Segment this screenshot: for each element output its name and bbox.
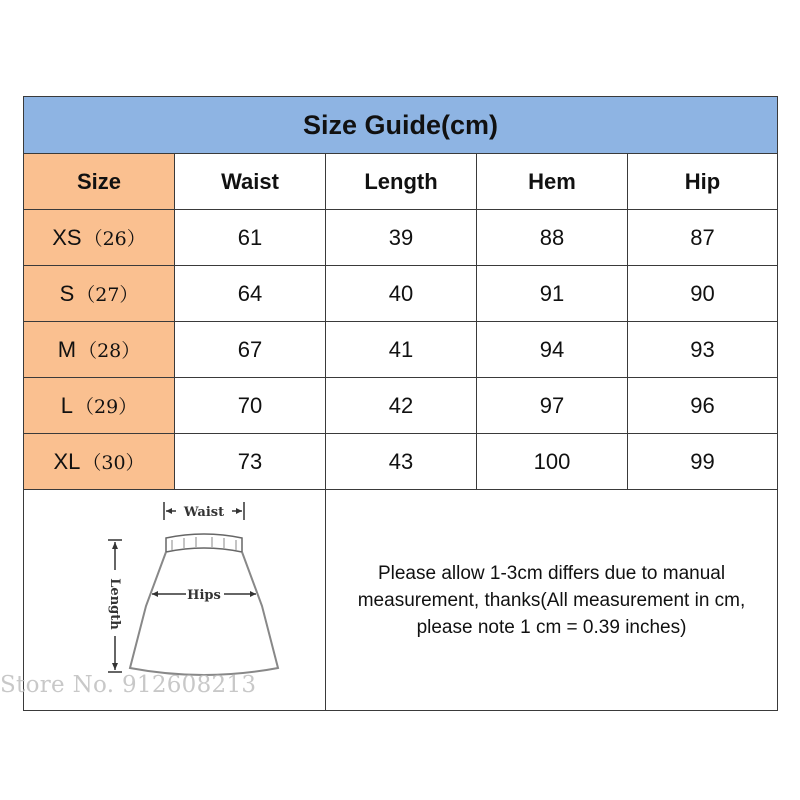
table-title: Size Guide(cm) xyxy=(24,97,778,154)
size-letter: M xyxy=(57,337,77,362)
hem-cell: 91 xyxy=(477,266,628,322)
table-row xyxy=(24,378,778,434)
table-row xyxy=(24,322,778,378)
hip-cell: 87 xyxy=(628,210,778,266)
size-letter: S xyxy=(59,281,75,306)
hip-cell: 93 xyxy=(628,322,778,378)
store-watermark: Store No. 912608213 xyxy=(0,672,257,698)
hip-cell: 96 xyxy=(628,378,778,434)
size-cell xyxy=(24,434,175,490)
waist-cell: 67 xyxy=(175,322,326,378)
hem-cell: 100 xyxy=(477,434,628,490)
length-cell: 39 xyxy=(326,210,477,266)
table-row xyxy=(24,434,778,490)
size-number: （27） xyxy=(76,284,139,306)
size-letter: XS xyxy=(52,225,82,250)
size-guide-table xyxy=(23,96,778,711)
waist-label: Waist xyxy=(183,505,225,520)
hip-cell: 99 xyxy=(628,434,778,490)
waist-cell: 70 xyxy=(175,378,326,434)
waist-cell: 61 xyxy=(175,210,326,266)
size-letter: L xyxy=(60,393,74,418)
size-number: （29） xyxy=(75,396,138,418)
header-length: Length xyxy=(326,154,477,210)
measurement-note: Please allow 1-3cm differs due to manual measurement, thanks(All measurement in cm, please note 1 cm = 0.39 inches) xyxy=(357,562,746,638)
size-letter: XL xyxy=(53,449,81,474)
header-hem: Hem xyxy=(477,154,628,210)
size-cell xyxy=(24,322,175,378)
size-number: （28） xyxy=(78,340,141,362)
size-number: （26） xyxy=(83,228,146,250)
header-size: Size xyxy=(24,154,175,210)
table-row xyxy=(24,210,778,266)
hem-cell: 88 xyxy=(477,210,628,266)
size-cell xyxy=(24,266,175,322)
table-row xyxy=(24,266,778,322)
length-cell: 42 xyxy=(326,378,477,434)
length-cell: 40 xyxy=(326,266,477,322)
waist-cell: 73 xyxy=(175,434,326,490)
header-hip: Hip xyxy=(628,154,778,210)
header-waist: Waist xyxy=(175,154,326,210)
length-cell: 43 xyxy=(326,434,477,490)
hem-cell: 97 xyxy=(477,378,628,434)
size-cell xyxy=(24,378,175,434)
size-cell xyxy=(24,210,175,266)
title-row xyxy=(24,97,778,154)
size-number: （30） xyxy=(82,452,145,474)
header-row xyxy=(24,154,778,210)
hips-label: Hips xyxy=(187,588,221,603)
waist-cell: 64 xyxy=(175,266,326,322)
length-cell: 41 xyxy=(326,322,477,378)
length-label: Length xyxy=(107,578,122,630)
note-cell xyxy=(326,490,778,711)
hem-cell: 94 xyxy=(477,322,628,378)
hip-cell: 90 xyxy=(628,266,778,322)
